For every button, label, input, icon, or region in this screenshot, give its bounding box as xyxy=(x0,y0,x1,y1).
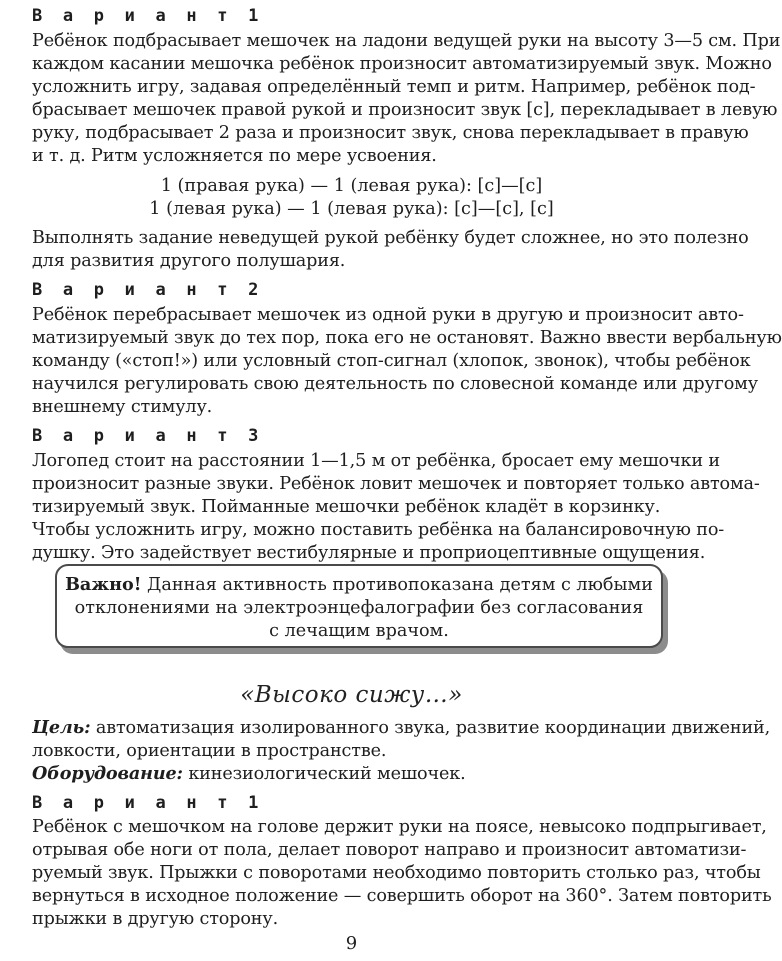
text-line: Ребёнок подбрасывает мешочек на ладони ведущей руки на высоту 3—5 см. При xyxy=(32,31,781,51)
text-line: произносит разные звуки. Ребёнок ловит мешочек и повторяет только автома- xyxy=(32,474,760,494)
text-line: Чтобы усложнить игру, можно поставить ребёнка на балансировочную по- xyxy=(32,520,725,540)
equipment-label: Оборудование: xyxy=(32,763,183,784)
text-line: Ребёнок с мешочком на голове держит руки на поясе, невысоко подпрыгивает, xyxy=(32,817,767,837)
variant-3-heading: В а р и а н т 3 xyxy=(32,426,264,446)
goal-label: Цель: xyxy=(32,717,91,738)
text-line: внешнему стимулу. xyxy=(32,397,213,417)
text-line: команду («стоп!») или условный стоп-сигнал (хлопок, звонок), чтобы ребёнок xyxy=(32,351,751,371)
note-line: Важно! Данная активность противопоказана детям с любыми xyxy=(65,574,653,595)
variant-1-heading-second: В а р и а н т 1 xyxy=(32,793,264,813)
text-line: душку. Это задействует вестибулярные и проприоцептивные ощущения. xyxy=(32,543,706,563)
rhythm-pattern-line: 1 (левая рука) — 1 (левая рука): [с]—[с], [с] xyxy=(149,199,554,219)
text-line: тизируемый звук. Пойманные мешочки ребёнок кладёт в корзинку. xyxy=(32,497,661,517)
variant-1-heading: В а р и а н т 1 xyxy=(32,6,264,26)
text-line: брасывает мешочек правой рукой и произносит звук [с], перекладывает в левую xyxy=(32,100,778,120)
note-line: отклонениями на электроэнцефалографии без согласования xyxy=(74,598,644,618)
text-line: усложнить игру, задавая определённый темп и ритм. Например, ребёнок под- xyxy=(32,77,756,97)
text-line: руку, подбрасывает 2 раза и произносит звук, снова перекладывает в правую xyxy=(32,123,749,143)
text-line: отрывая обе ноги от пола, делает поворот направо и произносит автоматизи- xyxy=(32,840,747,860)
text-line: Логопед стоит на расстоянии 1—1,5 м от ребёнка, бросает ему мешочки и xyxy=(32,451,720,471)
text-line: каждом касании мешочка ребёнок произносит автоматизируемый звук. Можно xyxy=(32,54,772,74)
goal-line: Цель: автоматизация изолированного звука, развитие координации движений, xyxy=(32,717,771,738)
text-line: прыжки в другую сторону. xyxy=(32,909,279,929)
rhythm-pattern-line: 1 (правая рука) — 1 (левая рука): [с]—[с] xyxy=(160,176,543,196)
text-line: вернуться в исходное положение — совершить оборот на 360°. Затем повторить xyxy=(32,886,772,906)
note-line: с лечащим врачом. xyxy=(269,621,449,641)
text-line: и т. д. Ритм усложняется по мере усвоения. xyxy=(32,146,437,166)
text-line: Выполнять задание неведущей рукой ребёнку будет сложнее, но это полезно xyxy=(32,228,749,248)
text-line: матизируемый звук до тех пор, пока его не остановят. Важно ввести вербальную xyxy=(32,328,782,348)
important-label: Важно! xyxy=(65,574,142,595)
game-title: «Высоко сижу…» xyxy=(240,682,463,708)
text-line: Ребёнок перебрасывает мешочек из одной руки в другую и произносит авто- xyxy=(32,305,744,325)
text-line: для развития другого полушария. xyxy=(32,251,346,271)
text-line: ловкости, ориентации в пространстве. xyxy=(32,741,387,761)
equipment-line: Оборудование: кинезиологический мешочек. xyxy=(32,763,466,784)
text-line: руемый звук. Прыжки с поворотами необходимо повторить столько раз, чтобы xyxy=(32,863,761,883)
page-number: 9 xyxy=(345,933,358,954)
variant-2-heading: В а р и а н т 2 xyxy=(32,280,264,300)
text-line: научился регулировать свою деятельность по словесной команде или другому xyxy=(32,374,758,394)
important-note-box xyxy=(55,564,663,648)
